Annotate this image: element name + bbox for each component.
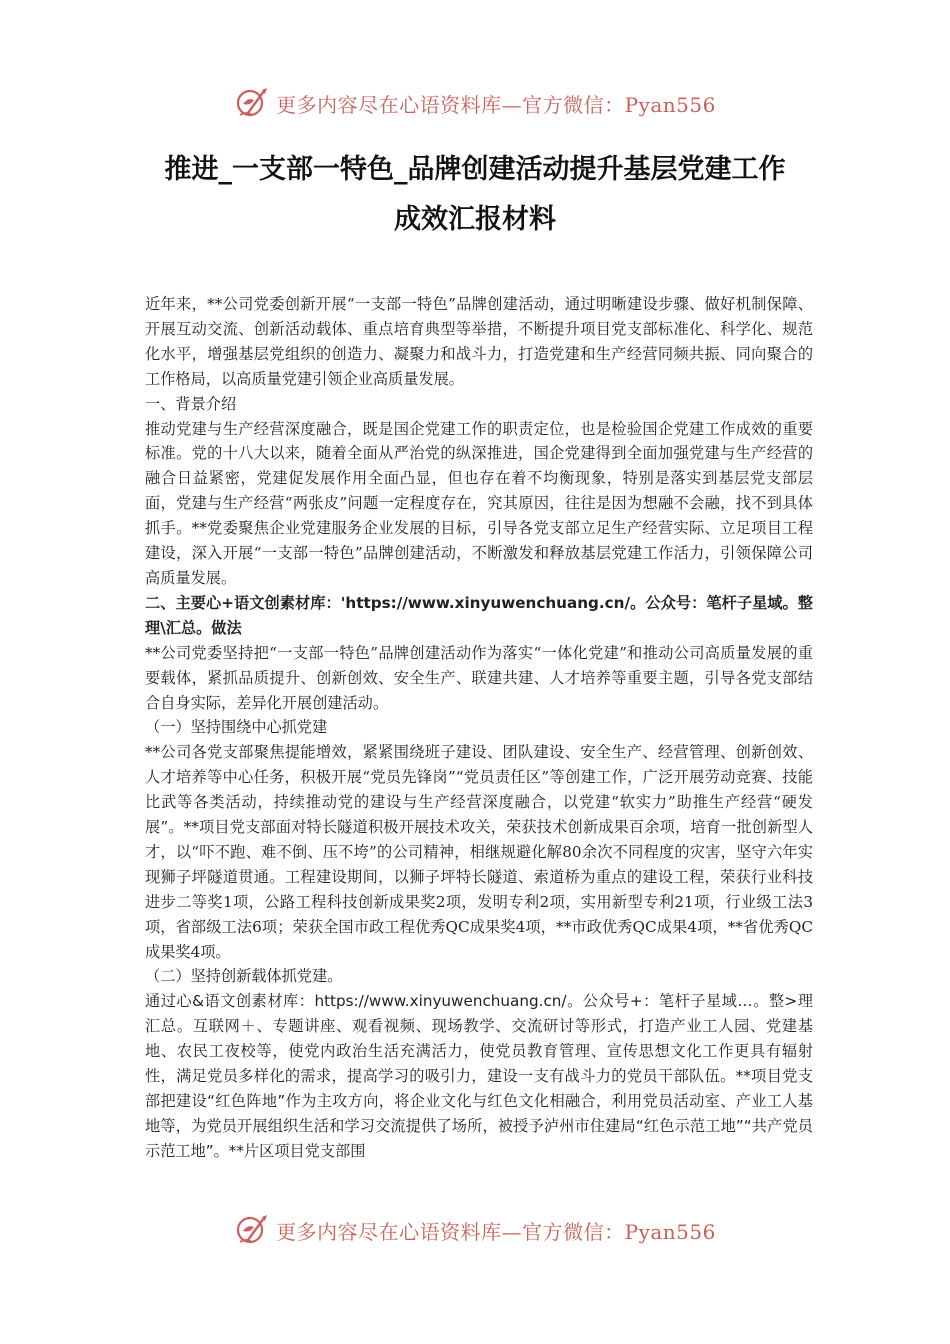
banner-text: 更多内容尽在心语资料库—官方微信：Pyan556 (276, 1219, 716, 1244)
title-line-2: 成效汇报材料 (394, 204, 556, 235)
paragraph-intro: 近年来，**公司党委创新开展“一支部一特色”品牌创建活动，通过明晰建设步骤、做好机制保障、开展互动交流、创新活动载体、重点培育典型等举措，不断提升项目党支部标准化、科学化、规范化水平，增强基层党组织的创造力、凝聚力和战斗力，打造党建和生产经营同频共振、同向聚合的工作格局，以高质量党建引领企业高质量发展。 (145, 295, 813, 388)
subheading-center: （一）坚持围绕中心抓党建 (145, 718, 328, 737)
paragraph-center: **公司各党支部聚焦提能增效，紧紧围绕班子建设、团队建设、安全生产、经营管理、创新创效、人才培养等中心任务，积极开展“党员先锋岗”“党员责任区”等创建工作，广泛开展劳动竞赛、技能比武等各类活动，持续推动党的建设与生产经营深度融合，以党建“软实力”助推生产经营“硬发展”。**项目党支部面对特长隧道积极开展技术攻关，荣获技术创新成果百余项，培育一批创新型人才，以“吓不跑、难不倒、压不垮”的公司精神，相继规避化解80余次不同程度的灾害，坚守六年实现狮子坪隧道贯通。工程建设期间，以狮子坪特长隧道、索道桥为重点的建设工程，荣获行业科技进步二等奖1项，公路工程科技创新成果奖2项，发明专利2项，实用新型专利21项，行业级工法3项，省部级工法6项；荣获全国市政工程优秀QC成果奖4项，**市政优秀QC成果4项，**省优秀QC成果奖4项。 (145, 743, 813, 961)
document-body (145, 292, 813, 1164)
paragraph-background: 推动党建与生产经营深度融合，既是国企党建工作的职责定位，也是检验国企党建工作成效的重要标准。党的十八大以来，随着全面从严治党的纵深推进，国企党建得到全面加强党建与生产经营的融合日益紧密，党建促发展作用全面凸显，但也存在着不均衡现象，特别是落实到基层党支部层面，党建与生产经营“两张皮”问题一定程度存在，究其原因，往往是因为想融不会融，找不到具体抓手。**党委聚焦企业党建服务企业发展的目标，引导各党支部立足生产经营实际、立足项目工程建设，深入开展“一支部一特色”品牌创建活动，不断激发和释放基层党建工作活力，引领保障公司高质量发展。 (145, 419, 813, 587)
document-title (0, 145, 950, 245)
banner-text: 更多内容尽在心语资料库—官方微信：Pyan556 (276, 92, 716, 117)
pen-logo-icon (234, 1212, 270, 1248)
watermark-banner-bottom (0, 1210, 950, 1250)
watermark-banner-top (0, 83, 950, 123)
section-heading-practices: 二、主要心+语文创素材库：'https://www.xinyuwenchuang.cn/。公众号：笔杆子星域。整理\汇总。做法 (145, 593, 813, 637)
subheading-innovation: （二）坚持创新载体抓党建。 (145, 967, 343, 986)
section-heading-background: 一、背景介绍 (145, 394, 237, 413)
paragraph-practices: **公司党委坚持把“一支部一特色”品牌创建活动作为落实“一体化党建”和推动公司高质量发展的重要载体，紧抓品质提升、创新创效、安全生产、联建共建、人才培养等重要主题，引导各党支部结合自身实际，差异化开展创建活动。 (145, 643, 813, 712)
paragraph-innovation: 通过心&语文创素材库：https://www.xinyuwenchuang.cn/。公众号+：笔杆子星域…。整>理汇总。互联网＋、专题讲座、观看视频、现场教学、交流研讨等形式，打造产业工人园、党建基地、农民工夜校等，使党内政治生活充满活力，使党员教育管理、宣传思想文化工作更具有辐射性，满足党员多样化的需求，提高学习的吸引力，建设一支有战斗力的党员干部队伍。**项目党支部把建设“红色阵地”作为主攻方向，将企业文化与红色文化相融合，利用党员活动室、产业工人基地等，为党员开展组织生活和学习交流提供了场所，被授予泸州市住建局“红色示范工地”“共产党员示范工地”。**片区项目党支部围 (145, 992, 813, 1160)
pen-logo-icon (234, 85, 270, 121)
title-line-1: 推进_一支部一特色_品牌创建活动提升基层党建工作 (164, 154, 786, 185)
